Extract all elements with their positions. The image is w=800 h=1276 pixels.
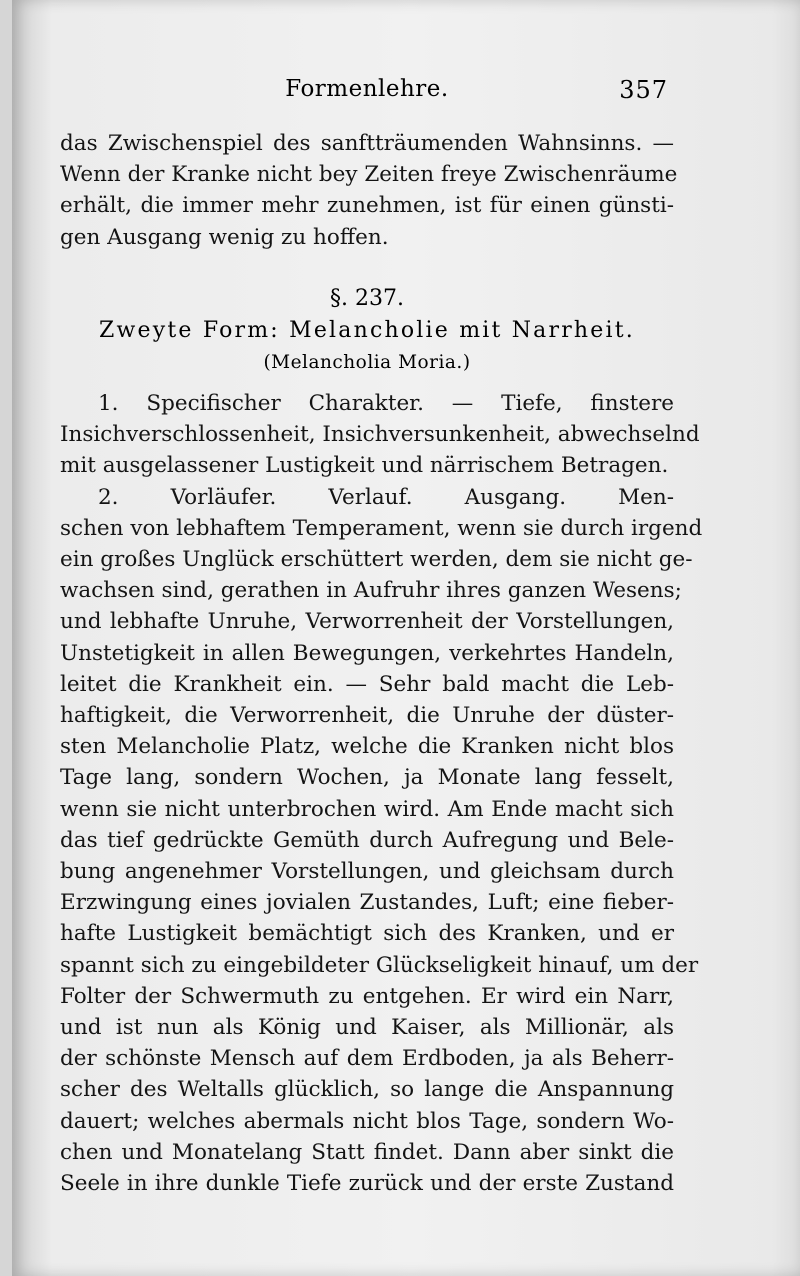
text-line: schen von lebhaftem Temperament, wenn sie durch irgend bbox=[60, 515, 703, 541]
text-line: sten Melancholie Platz, welche die Kranken nicht blos bbox=[60, 734, 674, 760]
text-line: das Zwischenspiel des sanftträumenden Wahnsinns. — bbox=[60, 131, 674, 156]
intro-paragraph bbox=[60, 128, 678, 253]
book-page bbox=[12, 0, 800, 1276]
running-head: Formenlehre. bbox=[285, 76, 449, 102]
text-line: mit ausgelassener Lustigkeit und närrischem Betragen. bbox=[60, 453, 669, 479]
text-line: und lebhafte Unruhe, Verworrenheit der Vorstellungen, bbox=[60, 609, 674, 635]
page-header bbox=[60, 76, 674, 110]
text-line: chen und Monatelang Statt findet. Dann aber sinkt die bbox=[60, 1139, 674, 1165]
text-line: hafte Lustigkeit bemächtigt sich des Kranken, und er bbox=[60, 921, 674, 947]
text-line: bung angenehmer Vorstellungen, und gleichsam durch bbox=[60, 859, 674, 885]
text-line: gen Ausgang wenig zu hoffen. bbox=[60, 224, 389, 250]
text-line: der schönste Mensch auf dem Erdboden, ja als Beherr- bbox=[60, 1046, 674, 1072]
text-line: Folter der Schwermuth zu entgehen. Er wird ein Narr, bbox=[60, 983, 674, 1009]
section-latin-title: (Melancholia Moria.) bbox=[263, 352, 471, 373]
text-line: spannt sich zu eingebildeter Glückseligkeit hinauf, um der bbox=[60, 952, 699, 978]
text-line: 1. Specifischer Charakter. — Tiefe, finstere bbox=[98, 391, 674, 416]
text-line: Tage lang, sondern Wochen, ja Monate lang fesselt, bbox=[60, 765, 674, 791]
text-line: wachsen sind, gerathen in Aufruhr ihres ganzen Wesens; bbox=[60, 578, 682, 604]
section-number: §. 237. bbox=[330, 286, 404, 311]
text-line: 2. Vorläufer. Verlauf. Ausgang. Men- bbox=[98, 484, 674, 510]
section-body bbox=[60, 388, 703, 1199]
text-line: das tief gedrückte Gemüth durch Aufregung und Bele- bbox=[60, 827, 674, 853]
text-line: erhält, die immer mehr zunehmen, ist für einen günsti- bbox=[60, 193, 674, 219]
text-line: Wenn der Kranke nicht bey Zeiten freye Zwischenräume bbox=[60, 162, 678, 188]
text-line: Insichverschlossenheit, Insichversunkenheit, abwechselnd bbox=[60, 422, 700, 448]
text-line: und ist nun als König und Kaiser, als Millionär, als bbox=[60, 1015, 674, 1041]
text-line: dauert; welches abermals nicht blos Tage, sondern Wo- bbox=[60, 1108, 674, 1134]
text-line: ein großes Unglück erschüttert werden, dem sie nicht ge- bbox=[60, 547, 693, 573]
text-line: scher des Weltalls glücklich, so lange die Anspannung bbox=[60, 1077, 674, 1103]
section-title: Zweyte Form: Melancholie mit Narrheit. bbox=[99, 318, 635, 343]
text-line: Seele in ihre dunkle Tiefe zurück und der erste Zustand bbox=[60, 1171, 674, 1197]
text-line: Unstetigkeit in allen Bewegungen, verkehrtes Handeln, bbox=[60, 640, 674, 666]
text-line: leitet die Krankheit ein. — Sehr bald macht die Leb- bbox=[60, 671, 674, 697]
text-line: wenn sie nicht unterbrochen wird. Am Ende macht sich bbox=[60, 796, 674, 822]
text-line: Erzwingung eines jovialen Zustandes, Luft; eine fieber- bbox=[60, 890, 674, 916]
page-number: 357 bbox=[619, 76, 668, 104]
text-line: haftigkeit, die Verworrenheit, die Unruhe der düster- bbox=[60, 703, 674, 729]
